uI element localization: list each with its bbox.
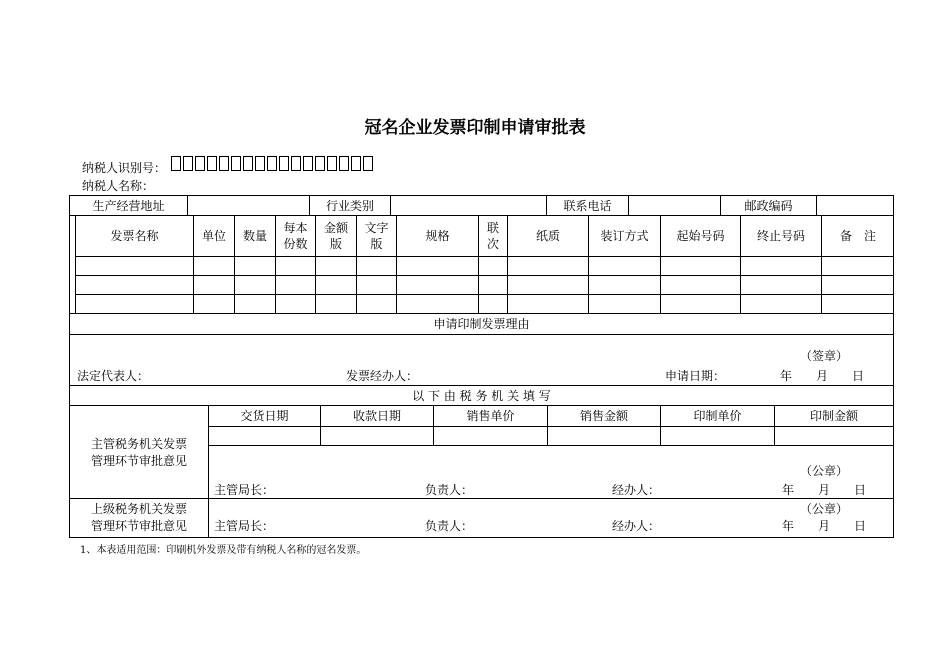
- id-digit-box[interactable]: [327, 156, 337, 171]
- id-digit-box[interactable]: [303, 156, 313, 171]
- id-digit-box[interactable]: [171, 156, 181, 171]
- header-qty: 数量: [242, 229, 267, 243]
- director-label: 主管局长：: [214, 483, 275, 497]
- header-spec: 规格: [425, 229, 450, 243]
- main-approval-label-1: 主管税务机关发票: [90, 437, 187, 451]
- id-digit-box[interactable]: [207, 156, 217, 171]
- col-print-amount: 印制金额: [809, 409, 858, 423]
- header-text-ver-1: 文字: [364, 221, 389, 235]
- header-text-ver-2: 版: [370, 237, 383, 251]
- header-end-no: 终止号码: [756, 229, 805, 243]
- upper-approval-ymd: 年 月 日: [782, 519, 867, 533]
- upper-approval-label-2: 管理环节审批意见: [90, 519, 187, 533]
- address-label: 生产经营地址: [92, 199, 165, 213]
- upper-approval-label-1: 上级税务机关发票: [90, 502, 187, 516]
- id-digit-box[interactable]: [183, 156, 193, 171]
- header-amount-ver-1: 金额: [323, 221, 348, 235]
- upper-seal-label: （公章）: [800, 502, 849, 516]
- header-unit: 单位: [201, 229, 226, 243]
- id-digit-box[interactable]: [243, 156, 253, 171]
- header-paper: 纸质: [535, 229, 560, 243]
- header-amount-ver-2: 版: [329, 237, 342, 251]
- apply-date-label: 申请日期：: [665, 369, 726, 383]
- upper-handler-label: 经办人：: [612, 519, 661, 533]
- handler-label: 经办人：: [612, 483, 661, 497]
- signature-seal-label: （签章）: [800, 349, 849, 363]
- header-per-book-2: 份数: [283, 237, 308, 251]
- industry-label: 行业类别: [325, 199, 374, 213]
- upper-responsible-label: 负责人：: [425, 519, 474, 533]
- id-digit-box[interactable]: [267, 156, 277, 171]
- header-binding: 装订方式: [600, 229, 649, 243]
- id-digit-box[interactable]: [339, 156, 349, 171]
- reason-section-title: 申请印制发票理由: [433, 317, 530, 331]
- col-sale-amount: 销售金额: [579, 409, 628, 423]
- form-title: 冠名企业发票印制申请审批表: [364, 118, 586, 138]
- upper-director-label: 主管局长：: [214, 519, 275, 533]
- header-remark: 备 注: [839, 229, 876, 243]
- id-digit-box[interactable]: [315, 156, 325, 171]
- id-digit-box[interactable]: [279, 156, 289, 171]
- header-per-book-1: 每本: [283, 221, 308, 235]
- col-print-unit-price: 印制单价: [693, 409, 742, 423]
- id-digit-box[interactable]: [195, 156, 205, 171]
- invoice-handler-label: 发票经办人：: [346, 369, 419, 383]
- official-seal-label: （公章）: [800, 464, 849, 478]
- id-digit-box[interactable]: [219, 156, 229, 171]
- responsible-label: 负责人：: [425, 483, 474, 497]
- postcode-label: 邮政编码: [744, 199, 793, 213]
- main-approval-label-2: 管理环节审批意见: [90, 454, 187, 468]
- id-digit-box[interactable]: [255, 156, 265, 171]
- header-invoice-name: 发票名称: [110, 229, 159, 243]
- apply-date-ymd: 年 月 日: [780, 369, 865, 383]
- id-digit-box[interactable]: [291, 156, 301, 171]
- col-delivery-date: 交货日期: [240, 409, 289, 423]
- phone-label: 联系电话: [563, 199, 612, 213]
- taxpayer-id-label: 纳税人识别号：: [82, 161, 167, 175]
- col-sale-unit-price: 销售单价: [466, 409, 515, 423]
- legal-rep-label: 法定代表人：: [77, 369, 150, 383]
- header-start-no: 起始号码: [676, 229, 725, 243]
- header-copies-2: 次: [486, 237, 499, 251]
- id-digit-box[interactable]: [363, 156, 373, 171]
- main-approval-ymd: 年 月 日: [782, 483, 867, 497]
- id-digit-box[interactable]: [231, 156, 241, 171]
- col-payment-date: 收款日期: [352, 409, 401, 423]
- header-copies-1: 联: [486, 221, 499, 235]
- id-digit-box[interactable]: [351, 156, 361, 171]
- taxpayer-name-label: 纳税人名称：: [82, 179, 155, 193]
- taxpayer-id-boxes[interactable]: [171, 156, 375, 172]
- footnote: 1、本表适用范围：印刷机外发票及带有纳税人名称的冠名发票。: [80, 545, 367, 556]
- tax-section-title: 以 下 由 税 务 机 关 填 写: [412, 389, 551, 403]
